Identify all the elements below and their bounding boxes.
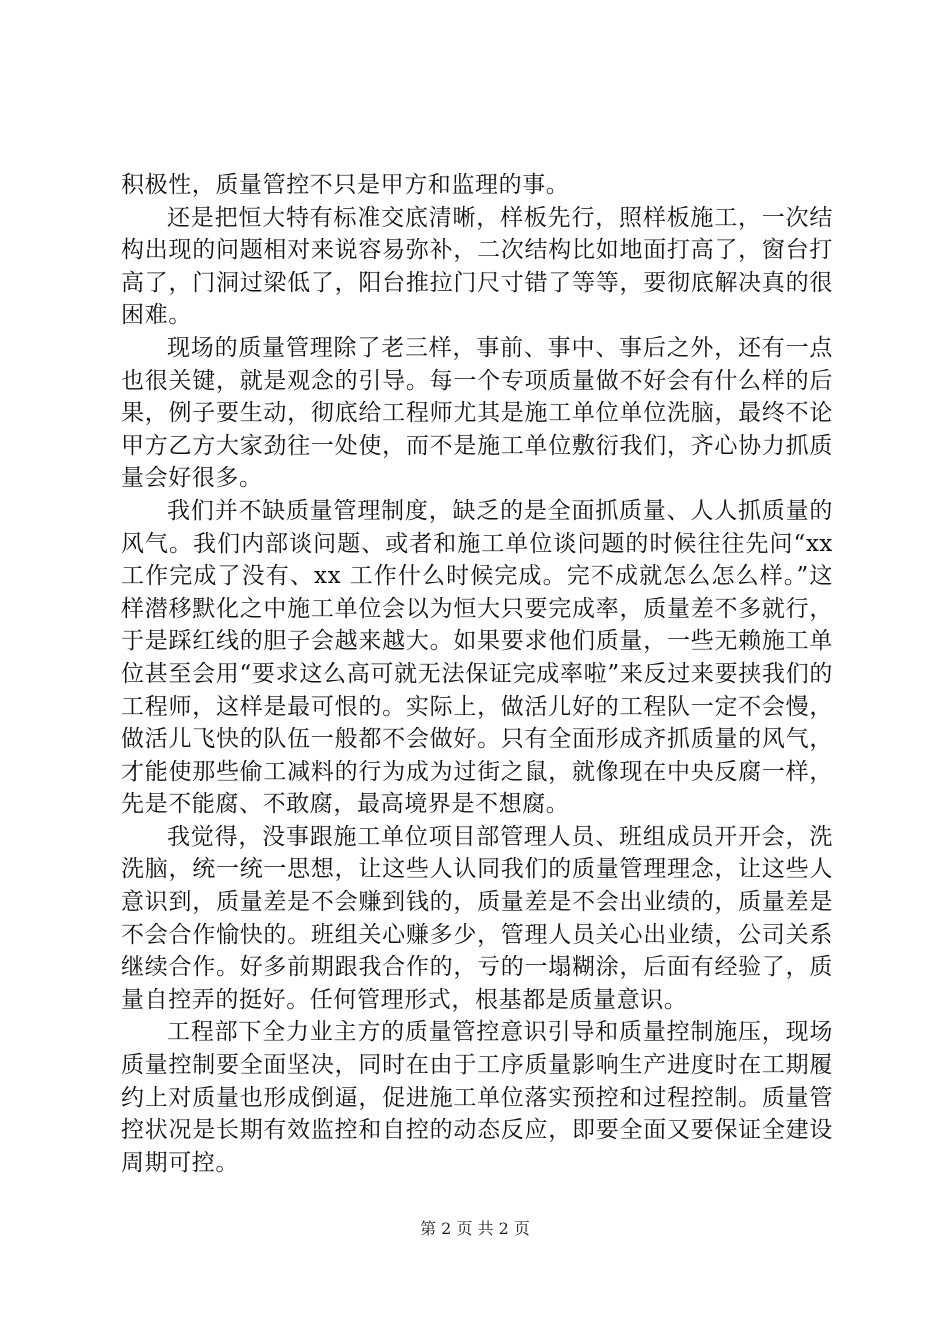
paragraph-4: 我们并不缺质量管理制度，缺乏的是全面抓质量、人人抓质量的风气。我们内部谈问题、或者和施工单位谈问题的时候往往先问“xx 工作完成了没有、xx 工作什么时候完成。完不成就怎么怎么样。”这样潜移默化之中施工单位会以为恒大只要完成率，质量差不多就行，于是踩红线的胆子会越来越大。如果要求他们质量，一些无赖施工单位甚至会用“要求这么高可就无法保证完成率啦”来反过来要挟我们的工程师，这样是最可恨的。实际上，做活儿好的工程队一定不会慢，做活儿飞快的队伍一般都不会做好。只有全面形成齐抓质量的风气，才能使那些偷工减料的行为成为过街之鼠，就像现在中央反腐一样，先是不能腐、不敢腐，最高境界是不想腐。 — [121, 497, 833, 818]
paragraph-6: 工程部下全力业主方的质量管控意识引导和质量控制施压，现场质量控制要全面坚决，同时在由于工序质量影响生产进度时在工期履约上对质量也形成倒逼，促进施工单位落实预控和过程控制。质量管控状况是长期有效监控和自控的动态反应，即要全面又要保证全建设周期可控。 — [121, 1019, 833, 1176]
paragraph-2: 还是把恒大特有标准交底清晰，样板先行，照样板施工，一次结构出现的问题相对来说容易弥补，二次结构比如地面打高了，窗台打高了，门洞过梁低了，阳台推拉门尺寸错了等等，要彻底解决真的很困难。 — [121, 204, 833, 329]
paragraph-3: 现场的质量管理除了老三样，事前、事中、事后之外，还有一点也很关键，就是观念的引导。每一个专项质量做不好会有什么样的后果，例子要生动，彻底给工程师尤其是施工单位单位洗脑，最终不论甲方乙方大家劲往一处使，而不是施工单位敷衍我们，齐心协力抓质量会好很多。 — [121, 334, 833, 492]
paragraph-5: 我觉得，没事跟施工单位项目部管理人员、班组成员开开会，洗洗脑，统一统一思想，让这些人认同我们的质量管理理念，让这些人意识到，质量差是不会赚到钱的，质量差是不会出业绩的，质量差是不会合作愉快的。班组关心赚多少，管理人员关心出业绩，公司关系继续合作。好多前期跟我合作的，亏的一塌糊涂，后面有经验了，质量自控弄的挺好。任何管理形式，根基都是质量意识。 — [121, 823, 833, 1013]
document-body — [121, 169, 833, 1179]
page-footer: 第 2 页 共 2 页 — [420, 1219, 530, 1238]
paragraph-1: 积极性，质量管控不只是甲方和监理的事。 — [121, 172, 570, 198]
